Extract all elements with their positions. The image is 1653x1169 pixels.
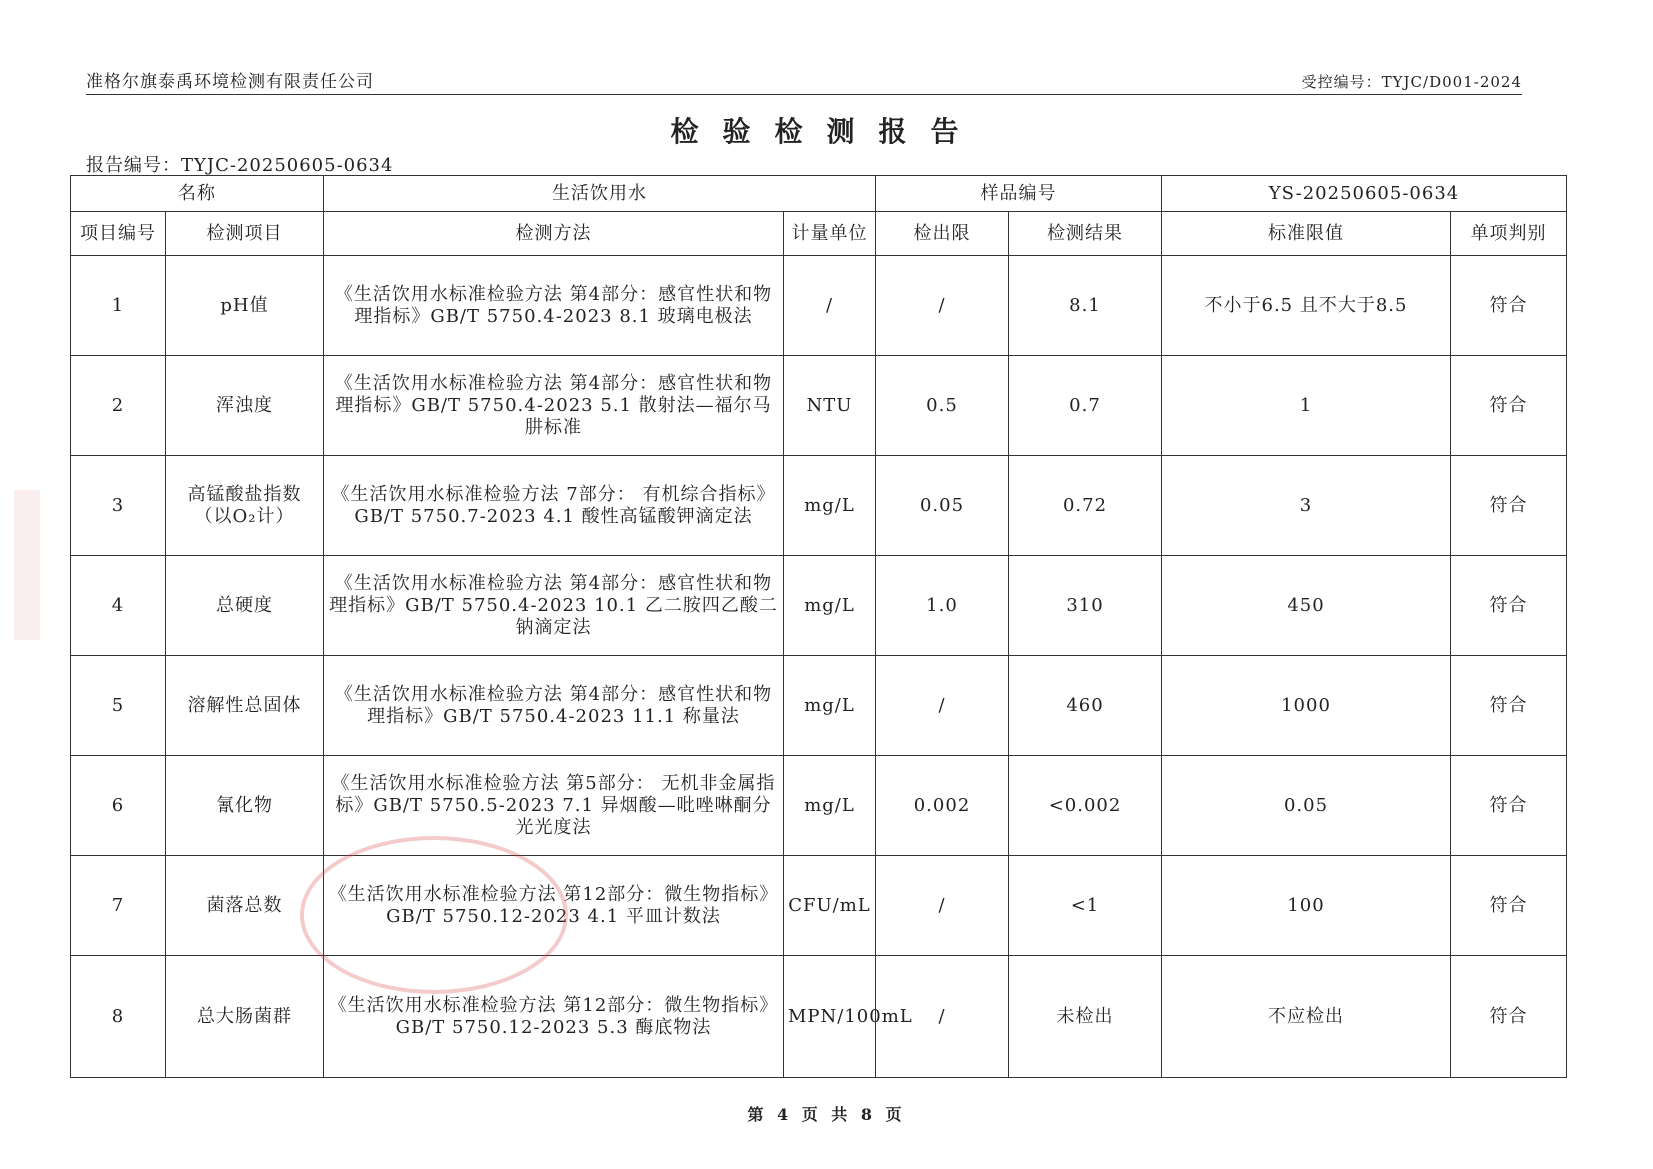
cell-unit: mg/L	[784, 656, 876, 756]
cell-unit: NTU	[784, 356, 876, 456]
cell-item: 总硬度	[166, 556, 324, 656]
cell-limit: 0.05	[876, 456, 1009, 556]
cell-no: 7	[71, 856, 166, 956]
cell-item: 氰化物	[166, 756, 324, 856]
cell-method: 《生活饮用水标准检验方法 第4部分：感官性状和物理指标》GB/T 5750.4-2023 10.1 乙二胺四乙酸二钠滴定法	[324, 556, 784, 656]
column-header-row	[71, 212, 1567, 256]
cell-judge: 符合	[1451, 556, 1567, 656]
cell-judge: 符合	[1451, 456, 1567, 556]
col-result: 检测结果	[1009, 212, 1162, 256]
cell-unit: mg/L	[784, 556, 876, 656]
cell-judge: 符合	[1451, 356, 1567, 456]
col-item: 检测项目	[166, 212, 324, 256]
cell-method: 《生活饮用水标准检验方法 第12部分：微生物指标》GB/T 5750.12-2023 5.3 酶底物法	[324, 956, 784, 1078]
table-row	[71, 256, 1567, 356]
cell-std: 不应检出	[1162, 956, 1451, 1078]
col-judge: 单项判别	[1451, 212, 1567, 256]
cell-limit: /	[876, 856, 1009, 956]
page-footer: 第 4 页 共 8 页	[747, 1105, 906, 1124]
table-row	[71, 456, 1567, 556]
cell-std: 1	[1162, 356, 1451, 456]
cell-result: 0.7	[1009, 356, 1162, 456]
cell-judge: 符合	[1451, 656, 1567, 756]
cell-std: 3	[1162, 456, 1451, 556]
cell-result: <1	[1009, 856, 1162, 956]
control-number: 受控编号：TYJC/D001-2024	[1301, 73, 1522, 91]
cell-limit: /	[876, 656, 1009, 756]
cell-std: 0.05	[1162, 756, 1451, 856]
cell-item: 高锰酸盐指数（以O₂计）	[166, 456, 324, 556]
cell-no: 2	[71, 356, 166, 456]
cell-unit: mg/L	[784, 756, 876, 856]
cell-limit: 0.002	[876, 756, 1009, 856]
sample-label: 样品编号	[876, 176, 1162, 212]
report-number: 报告编号：TYJC-20250605-0634	[86, 155, 394, 176]
cell-result: 310	[1009, 556, 1162, 656]
cell-judge: 符合	[1451, 756, 1567, 856]
company-name: 准格尔旗泰禹环境检测有限责任公司	[86, 72, 374, 92]
table-row	[71, 756, 1567, 856]
col-unit: 计量单位	[784, 212, 876, 256]
cell-judge: 符合	[1451, 856, 1567, 956]
name-label: 名称	[71, 176, 324, 212]
cell-no: 5	[71, 656, 166, 756]
cell-unit: MPN/100mL	[784, 956, 876, 1078]
cell-limit: /	[876, 256, 1009, 356]
cell-no: 3	[71, 456, 166, 556]
cell-method: 《生活饮用水标准检验方法 第4部分：感官性状和物理指标》GB/T 5750.4-2023 11.1 称量法	[324, 656, 784, 756]
cell-std: 不小于6.5 且不大于8.5	[1162, 256, 1451, 356]
cell-method: 《生活饮用水标准检验方法 7部分： 有机综合指标》GB/T 5750.7-2023 4.1 酸性高锰酸钾滴定法	[324, 456, 784, 556]
cell-item: 溶解性总固体	[166, 656, 324, 756]
cell-std: 100	[1162, 856, 1451, 956]
page-header	[86, 72, 1522, 95]
cell-method: 《生活饮用水标准检验方法 第4部分：感官性状和物理指标》GB/T 5750.4-2023 5.1 散射法—福尔马肼标准	[324, 356, 784, 456]
sample-value: YS-20250605-0634	[1162, 176, 1567, 212]
table-row	[71, 356, 1567, 456]
col-limit: 检出限	[876, 212, 1009, 256]
cell-result: 460	[1009, 656, 1162, 756]
table-row	[71, 956, 1567, 1078]
cell-no: 6	[71, 756, 166, 856]
col-std: 标准限值	[1162, 212, 1451, 256]
col-method: 检测方法	[324, 212, 784, 256]
cell-no: 8	[71, 956, 166, 1078]
cell-limit: 1.0	[876, 556, 1009, 656]
table-row	[71, 856, 1567, 956]
cell-item: 菌落总数	[166, 856, 324, 956]
cell-unit: CFU/mL	[784, 856, 876, 956]
cell-method: 《生活饮用水标准检验方法 第5部分： 无机非金属指标》GB/T 5750.5-2023 7.1 异烟酸—吡唑啉酮分光光度法	[324, 756, 784, 856]
name-value: 生活饮用水	[324, 176, 876, 212]
cell-item: pH值	[166, 256, 324, 356]
table-row	[71, 556, 1567, 656]
col-no: 项目编号	[71, 212, 166, 256]
cell-method: 《生活饮用水标准检验方法 第4部分：感官性状和物理指标》GB/T 5750.4-2023 8.1 玻璃电极法	[324, 256, 784, 356]
report-title: 检验检测报告	[670, 115, 983, 148]
cell-item: 总大肠菌群	[166, 956, 324, 1078]
results-table	[70, 175, 1567, 1078]
cell-std: 450	[1162, 556, 1451, 656]
cell-unit: mg/L	[784, 456, 876, 556]
cell-judge: 符合	[1451, 956, 1567, 1078]
cell-std: 1000	[1162, 656, 1451, 756]
table-row	[71, 656, 1567, 756]
cell-method: 《生活饮用水标准检验方法 第12部分：微生物指标》GB/T 5750.12-2023 4.1 平皿计数法	[324, 856, 784, 956]
red-edge-mark	[14, 490, 40, 640]
cell-limit: 0.5	[876, 356, 1009, 456]
cell-result: 未检出	[1009, 956, 1162, 1078]
cell-limit: /	[876, 956, 1009, 1078]
cell-no: 4	[71, 556, 166, 656]
cell-judge: 符合	[1451, 256, 1567, 356]
cell-result: <0.002	[1009, 756, 1162, 856]
cell-result: 0.72	[1009, 456, 1162, 556]
info-row	[71, 176, 1567, 212]
cell-item: 浑浊度	[166, 356, 324, 456]
cell-result: 8.1	[1009, 256, 1162, 356]
cell-unit: /	[784, 256, 876, 356]
cell-no: 1	[71, 256, 166, 356]
